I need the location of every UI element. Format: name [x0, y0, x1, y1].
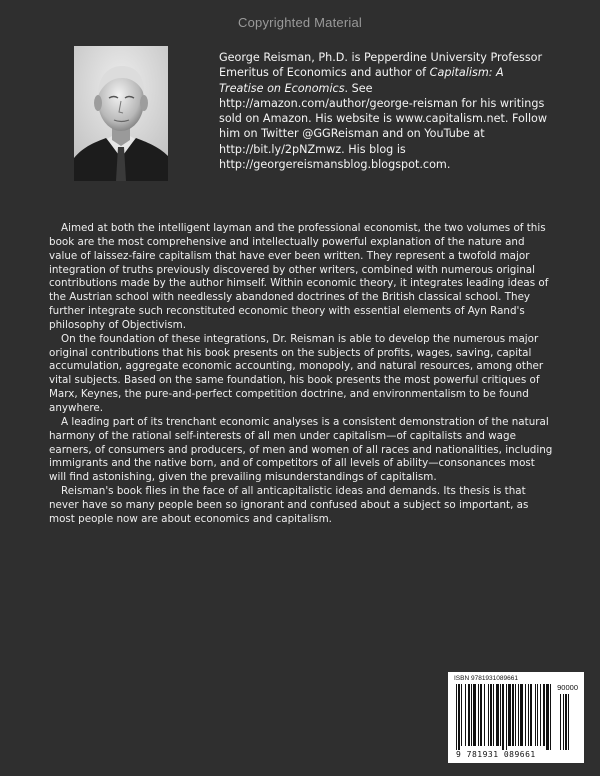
- barcode-bar: [512, 684, 514, 746]
- barcode-bar: [456, 684, 457, 750]
- description-paragraph: Aimed at both the intelligent layman and the professional economist, the two volumes of this book are the most comprehensive and intellectually powerful explanation of the nature and value of laissez-faire capitalism that have ever been written. They represent a twofold major integration of truths previously discovered by other writers, combined with numerous original contributions made by the author himself. Within economic theory, it integrates leading ideas of the Austrian school with needlessly abandoned doctrines of the British classical school. They further integrate such reconstituted economic theory with essential elements of Ayn Rand's philosophy of Objectivism.: [49, 222, 549, 331]
- isbn-barcode: [448, 672, 584, 763]
- barcode-bar: [565, 694, 567, 750]
- barcode-bar: [496, 684, 499, 746]
- barcode-bar: [471, 684, 472, 746]
- copyright-watermark: Copyrighted Material: [238, 15, 362, 30]
- barcode-icon: [456, 684, 578, 750]
- barcode-bar: [540, 684, 541, 746]
- barcode-bar: [488, 684, 489, 746]
- barcode-bar: [480, 684, 482, 746]
- barcode-bar: [550, 684, 551, 750]
- barcode-bar: [518, 684, 519, 746]
- barcode-bar: [543, 684, 545, 746]
- barcode-bar: [502, 684, 504, 750]
- barcode-bar: [525, 684, 526, 746]
- barcode-bar: [568, 694, 569, 750]
- isbn-label: ISBN 9781931089661: [454, 675, 518, 682]
- barcode-bar: [493, 684, 494, 746]
- description-paragraph: Reisman's book flies in the face of all anticapitalistic ideas and demands. Its thesis is that never have so many people been so ignorant and confused about a subject so important, as most people now are about economics and capitalism.: [49, 485, 529, 525]
- barcode-bar: [546, 684, 549, 750]
- barcode-bar: [530, 684, 532, 746]
- barcode-bar: [528, 684, 529, 746]
- barcode-digits: 9 781931 089661: [456, 750, 536, 759]
- barcode-bar: [563, 694, 564, 750]
- author-bio-text: George Reisman, Ph.D. is Pepperdine University Professor Emeritus of Economics and author of: [219, 51, 543, 80]
- author-bio-links: . See http://amazon.com/author/george-reisman for his writings sold on Amazon. His website is www.capitalism.net. Follow him on Twitter @GGReisman and on YouTube at http://bit.ly/2pNZmwz. His blog is http://georgereismansblog.blogspot.com.: [219, 81, 548, 172]
- barcode-bar: [520, 684, 523, 746]
- barcode-bar: [560, 694, 561, 750]
- price-code: 90000: [557, 683, 578, 692]
- barcode-bar: [535, 684, 536, 746]
- barcode-bar: [515, 684, 516, 746]
- barcode-bar: [478, 684, 479, 746]
- barcode-bar: [506, 684, 507, 750]
- barcode-bar: [461, 684, 462, 746]
- barcode-bar: [508, 684, 511, 746]
- barcode-bar: [490, 684, 492, 746]
- description-paragraph: A leading part of its trenchant economic analyses is a consistent demonstration of the natural harmony of the rational self-interests of all men under capitalism—of capitalists and wage earners, of consumers and producers, of men and women of all races and nationalities, including immigrants and the native born, and of competitors of all levels of ability—consonances most will find astonishing, given the prevailing misunderstandings of capitalism.: [49, 415, 553, 484]
- author-bio: [219, 50, 549, 172]
- barcode-bar: [484, 684, 485, 746]
- barcode-bar: [537, 684, 538, 746]
- barcode-bar: [458, 684, 460, 750]
- description-paragraph: On the foundation of these integrations, Dr. Reisman is able to develop the numerous major original contributions that his book presents on the subjects of profits, wages, saving, capital accumulation, aggregate economic accounting, monopoly, and natural resources, among other vital subjects. Based on the same foundation, his book presents the most powerful critiques of Marx, Keynes, the pure-and-perfect competition doctrine, and environmentalism to be found anywhere.: [49, 332, 544, 414]
- book-title: Capitalism: A Treatise on Economics: [219, 66, 504, 95]
- book-description: [49, 222, 555, 527]
- barcode-bar: [500, 684, 501, 746]
- barcode-bar: [468, 684, 470, 746]
- barcode-bar: [473, 684, 476, 746]
- barcode-bar: [465, 684, 466, 746]
- author-photo: [74, 46, 168, 181]
